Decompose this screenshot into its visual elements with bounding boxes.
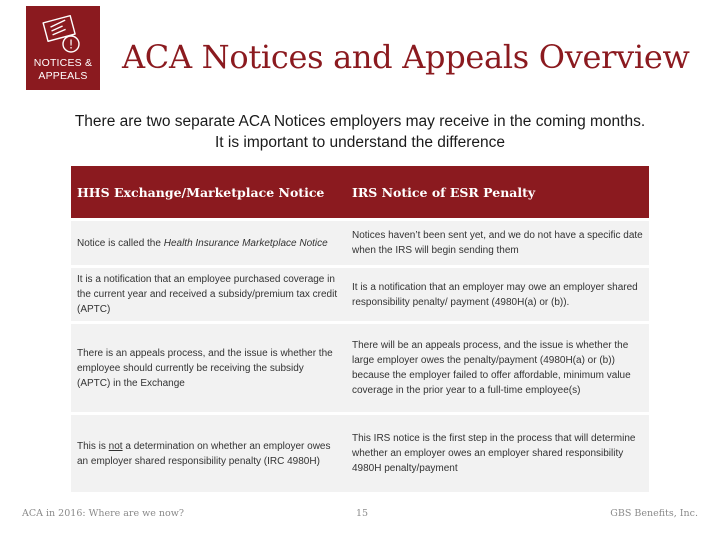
table-cell-hhs [77, 221, 339, 265]
cell-text: Notice is called the [77, 237, 164, 249]
table-cell-hhs [77, 324, 339, 412]
table-cell-irs [352, 268, 644, 321]
cell-text: It is a notification that an employee purchased coverage in the current year and received a subsidy/premium tax credit (APTC) [77, 274, 338, 315]
cell-emphasis: Health Insurance Marketplace Notice [163, 237, 328, 249]
table-row [71, 221, 649, 265]
cell-text: This is [77, 440, 109, 452]
intro-line-1: There are two separate ACA Notices employers may receive in the coming months. [74, 113, 646, 130]
footer-presentation-title: ACA in 2016: Where are we now? [22, 508, 184, 519]
table-cell-hhs [77, 268, 339, 321]
table-cell-irs [352, 415, 644, 492]
badge-label-line2: APPEALS [38, 70, 88, 82]
footer-page-number: 15 [356, 508, 369, 519]
badge-label [26, 57, 100, 83]
alert-glyph: ! [68, 37, 74, 52]
notices-envelope-alert-icon [41, 10, 85, 56]
cell-text: a determination on whether an employer owes an employer shared responsibility penalty (IRC 4980H) [77, 440, 331, 467]
table-header [71, 166, 649, 218]
table-row [71, 324, 649, 412]
table-cell-irs [352, 221, 644, 265]
cell-text: It is a notification that an employer may owe an employer shared responsibility penalty/ payment (4980H(a) or (b)). [352, 281, 638, 308]
badge-label-line1: NOTICES & [33, 57, 93, 69]
cell-text: Notices haven’t been sent yet, and we do not have a specific date when the IRS will begin sending them [352, 230, 643, 256]
header-irs-notice: IRS Notice of ESR Penalty [352, 185, 536, 200]
table-cell-irs [352, 324, 644, 412]
footer-company: GBS Benefits, Inc. [610, 508, 698, 519]
intro-text [0, 111, 720, 153]
cell-text: There will be an appeals process, and the issue is whether the large employer owes the penalty/payment (4980H(a) or (b)) because the employer failed to offer affordable, minimum value coverage in the prior year to a full-time employee(s) [352, 340, 631, 396]
page-title: ACA Notices and Appeals Overview [122, 38, 690, 76]
notices-appeals-badge [26, 6, 100, 90]
intro-line-2: It is important to understand the difference [214, 134, 506, 151]
table-row [71, 415, 649, 492]
cell-underlined: not [108, 440, 123, 452]
table-row [71, 268, 649, 321]
table-cell-hhs [77, 415, 339, 492]
header-hhs-notice: HHS Exchange/Marketplace Notice [77, 185, 325, 200]
cell-text: There is an appeals process, and the issue is whether the employee should currently be receiving the subsidy (APTC) in the Exchange [77, 347, 333, 389]
cell-text: This IRS notice is the first step in the process that will determine whether an employer owes an employer shared responsibility 4980H penalty/payment [352, 433, 636, 474]
